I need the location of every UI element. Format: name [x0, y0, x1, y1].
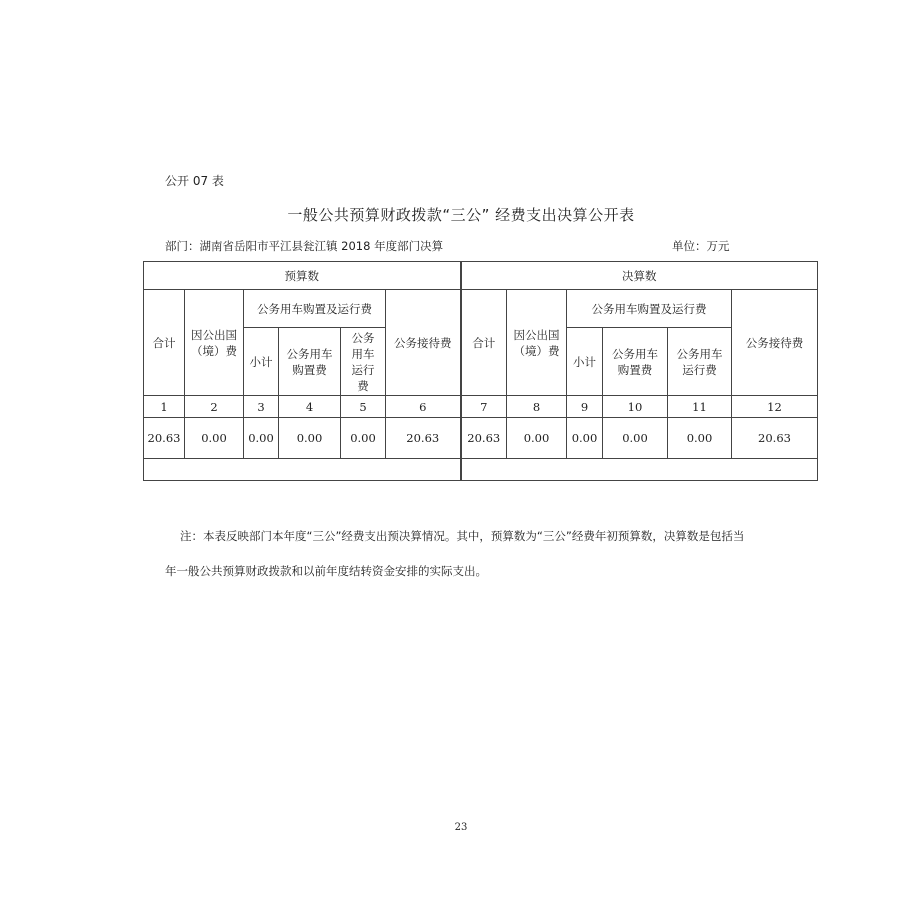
- index-cell: 6: [386, 396, 461, 418]
- budget-abroad-header: [185, 290, 244, 396]
- index-cell: 8: [507, 396, 567, 418]
- unit-label: 单位：万元: [672, 239, 730, 253]
- value-cell: 0.00: [341, 418, 386, 459]
- document-title: 一般公共预算财政拨款“三公” 经费支出决算公开表: [287, 206, 635, 224]
- value-cell: 20.63: [732, 418, 818, 459]
- final-subtotal-header: 小计: [567, 328, 603, 396]
- final-vehicle-group-header: 公务用车购置及运行费: [567, 290, 732, 328]
- page-number: 23: [454, 822, 468, 833]
- department-label: 部门：湖南省岳阳市平江县瓮江镇 2018 年度部门决算: [165, 239, 444, 253]
- empty-row: [144, 459, 818, 481]
- budget-running-line1: 公务: [351, 330, 375, 345]
- budget-abroad-line2: （境）费: [191, 343, 237, 358]
- index-cell: 2: [185, 396, 244, 418]
- final-abroad-line1: 因公出国: [513, 327, 560, 342]
- value-cell: 0.00: [507, 418, 567, 459]
- index-cell: 10: [603, 396, 668, 418]
- index-row: [144, 396, 818, 418]
- note-line-2: 年一般公共预算财政拨款和以前年度结转资金安排的实际支出。: [165, 564, 487, 578]
- final-abroad-header: [507, 290, 567, 396]
- budget-purchase-header: [279, 328, 341, 396]
- budget-subtotal-header: 小计: [244, 328, 279, 396]
- index-cell: 4: [279, 396, 341, 418]
- value-cell: 20.63: [386, 418, 461, 459]
- budget-reception-header: 公务接待费: [386, 290, 461, 396]
- final-running-line2: 运行费: [682, 362, 717, 377]
- value-cell: 0.00: [567, 418, 603, 459]
- budget-abroad-line1: 因公出国: [191, 327, 237, 342]
- value-cell: 0.00: [279, 418, 341, 459]
- index-cell: 12: [732, 396, 818, 418]
- index-cell: 9: [567, 396, 603, 418]
- value-cell: 20.63: [144, 418, 185, 459]
- budget-running-header: [341, 328, 386, 396]
- budget-total-header: 合计: [144, 290, 185, 396]
- final-header: 决算数: [461, 262, 818, 290]
- budget-purchase-line2: 购置费: [292, 362, 327, 377]
- note-line-1: 注：本表反映部门本年度“三公”经费支出预决算情况。其中，预算数为“三公”经费年初预算数，决算数是包括当: [180, 529, 745, 543]
- index-cell: 5: [341, 396, 386, 418]
- budget-header: 预算数: [144, 262, 461, 290]
- final-running-header: [668, 328, 732, 396]
- value-cell: 0.00: [603, 418, 668, 459]
- three-public-expenses-table: [143, 261, 818, 481]
- budget-vehicle-group-header: 公务用车购置及运行费: [244, 290, 386, 328]
- final-purchase-line2: 购置费: [617, 362, 653, 377]
- final-abroad-line2: （境）费: [513, 343, 560, 358]
- empty-cell-budget: [144, 459, 461, 481]
- final-reception-header: 公务接待费: [732, 290, 818, 396]
- values-row: [144, 418, 818, 459]
- value-cell: 0.00: [668, 418, 732, 459]
- index-cell: 1: [144, 396, 185, 418]
- budget-purchase-line1: 公务用车: [286, 346, 333, 361]
- index-cell: 7: [461, 396, 507, 418]
- budget-running-line2: 用车: [351, 346, 375, 361]
- final-purchase-line1: 公务用车: [612, 346, 658, 361]
- final-purchase-header: [603, 328, 668, 396]
- index-cell: 3: [244, 396, 279, 418]
- final-total-header: 合计: [461, 290, 507, 396]
- budget-running-line4: 费: [357, 378, 369, 393]
- budget-running-line3: 运行: [351, 362, 375, 377]
- empty-cell-final: [461, 459, 818, 481]
- index-cell: 11: [668, 396, 732, 418]
- value-cell: 0.00: [185, 418, 244, 459]
- value-cell: 20.63: [461, 418, 507, 459]
- final-running-line1: 公务用车: [676, 346, 723, 361]
- value-cell: 0.00: [244, 418, 279, 459]
- table-code: 公开 07 表: [165, 174, 224, 188]
